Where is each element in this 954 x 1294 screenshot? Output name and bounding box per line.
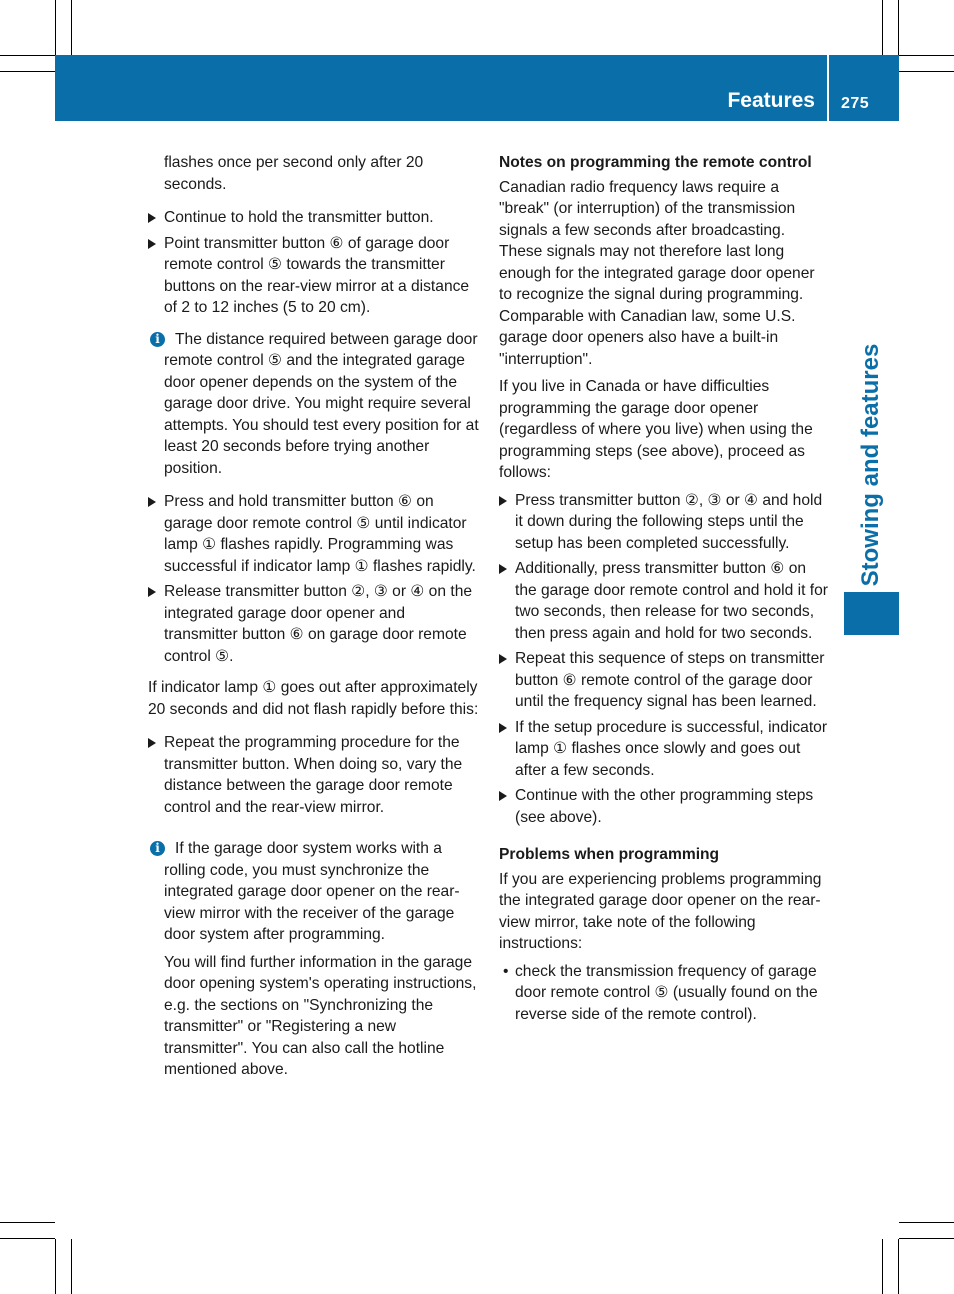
step-arrow-icon [499,496,507,506]
instruction-step: Release transmitter button ②, ③ or ④ on the integrated garage door opener and transmitter button ⑥ on garage door remote control ⑤. [148,581,480,667]
left-column [148,152,480,1087]
info-icon: i [150,841,165,856]
crop-mark [882,1239,883,1294]
instruction-step: Repeat this sequence of steps on transmitter button ⑥ remote control of the garage door until the frequency signal has been learned. [499,648,831,713]
crop-mark [898,1239,899,1294]
crop-mark [0,1238,55,1239]
crop-mark [0,71,55,72]
paragraph: If indicator lamp ① goes out after approximately 20 seconds and did not flash rapidly before this: [148,679,479,718]
crop-mark [71,1239,72,1294]
step-arrow-icon [148,738,156,748]
right-column [499,152,831,1029]
paragraph: Canadian radio frequency laws require a "break" (or interruption) of the transmission signals a few seconds after broadcasting. These signals may not therefore last long enough for the integrated garage door opener to recognize the signal during programming. Comparable with Canadian law, some U.S. garage door openers also have a built-in "interruption". [499,178,815,368]
section-heading: Problems when programming [499,846,720,863]
step-arrow-icon [499,791,507,801]
crop-mark [882,0,883,55]
crop-mark [0,55,55,56]
crop-mark [898,0,899,55]
step-arrow-icon [499,723,507,733]
info-icon: i [150,332,165,347]
instruction-step: Point transmitter button ⑥ of garage door remote control ⑤ towards the transmitter buttons on the rear-view mirror at a distance of 2 to 12 inches (5 to 20 cm). [148,233,480,319]
bullet-icon: • [503,962,509,980]
crop-mark [71,0,72,55]
instruction-step: Repeat the programming procedure for the transmitter button. When doing so, vary the distance between the garage door remote control and the rear-view mirror. [148,732,480,818]
page-number: 275 [841,95,870,112]
instruction-step: Continue to hold the transmitter button. [148,207,480,229]
paragraph: If you live in Canada or have difficulties programming the garage door opener (regardless of where you live) when using the programming steps (see above), proceed as follows: [499,378,813,481]
chapter-tab-label: Stowing and features [857,343,884,587]
crop-mark [0,1222,55,1223]
section-heading: Notes on programming the remote control [499,154,812,171]
section-title: Features [727,89,815,112]
crop-mark [899,1238,954,1239]
paragraph: If you are experiencing problems programming the integrated garage door opener on the rear-view mirror, take note of the following instructions: [499,870,822,952]
step-arrow-icon [499,564,507,574]
bullet-item: • check the transmission frequency of garage door remote control ⑤ (usually found on the reverse side of the remote control). [503,962,818,1023]
step-arrow-icon [148,213,156,223]
crop-mark [55,1239,56,1294]
page-header [55,55,899,121]
crop-mark [899,71,954,72]
chapter-tab-marker [844,592,899,635]
header-divider [827,55,829,121]
continued-text: flashes once per second only after 20 seconds. [164,154,424,193]
step-arrow-icon [148,497,156,507]
step-arrow-icon [499,654,507,664]
step-arrow-icon [148,239,156,249]
crop-mark [899,1222,954,1223]
instruction-step: Press and hold transmitter button ⑥ on garage door remote control ⑤ until indicator lamp ① flashes rapidly. Programming was successful if indicator lamp ① flashes rapidly. [148,491,480,577]
info-note-continued: You will find further information in the garage door opening system's operating instructions, e.g. the sections on "Synchronizing the transmitter" or "Registering a new transmitter". You can also call the hotline mentioned above. [164,953,477,1078]
step-arrow-icon [148,587,156,597]
info-note: i The distance required between garage door remote control ⑤ and the integrated garage door opener depends on the system of the garage door drive. You might require several attempts. You should test every position for at least 20 seconds before trying another position. [148,329,480,480]
crop-mark [899,55,954,56]
instruction-step: Press transmitter button ②, ③ or ④ and hold it down during the following steps until the setup has been completed successfully. [499,490,831,555]
instruction-step: Continue with the other programming steps (see above). [499,785,831,828]
instruction-step: Additionally, press transmitter button ⑥ on the garage door remote control and hold it for two seconds, then release for two seconds, then press again and hold for two seconds. [499,558,831,644]
instruction-step: If the setup procedure is successful, indicator lamp ① flashes once slowly and goes out after a few seconds. [499,717,831,782]
crop-mark [55,0,56,55]
info-note: i If the garage door system works with a rolling code, you must synchronize the integrated garage door opener on the rear-view mirror with the receiver of the garage door system after programming. [148,838,480,946]
